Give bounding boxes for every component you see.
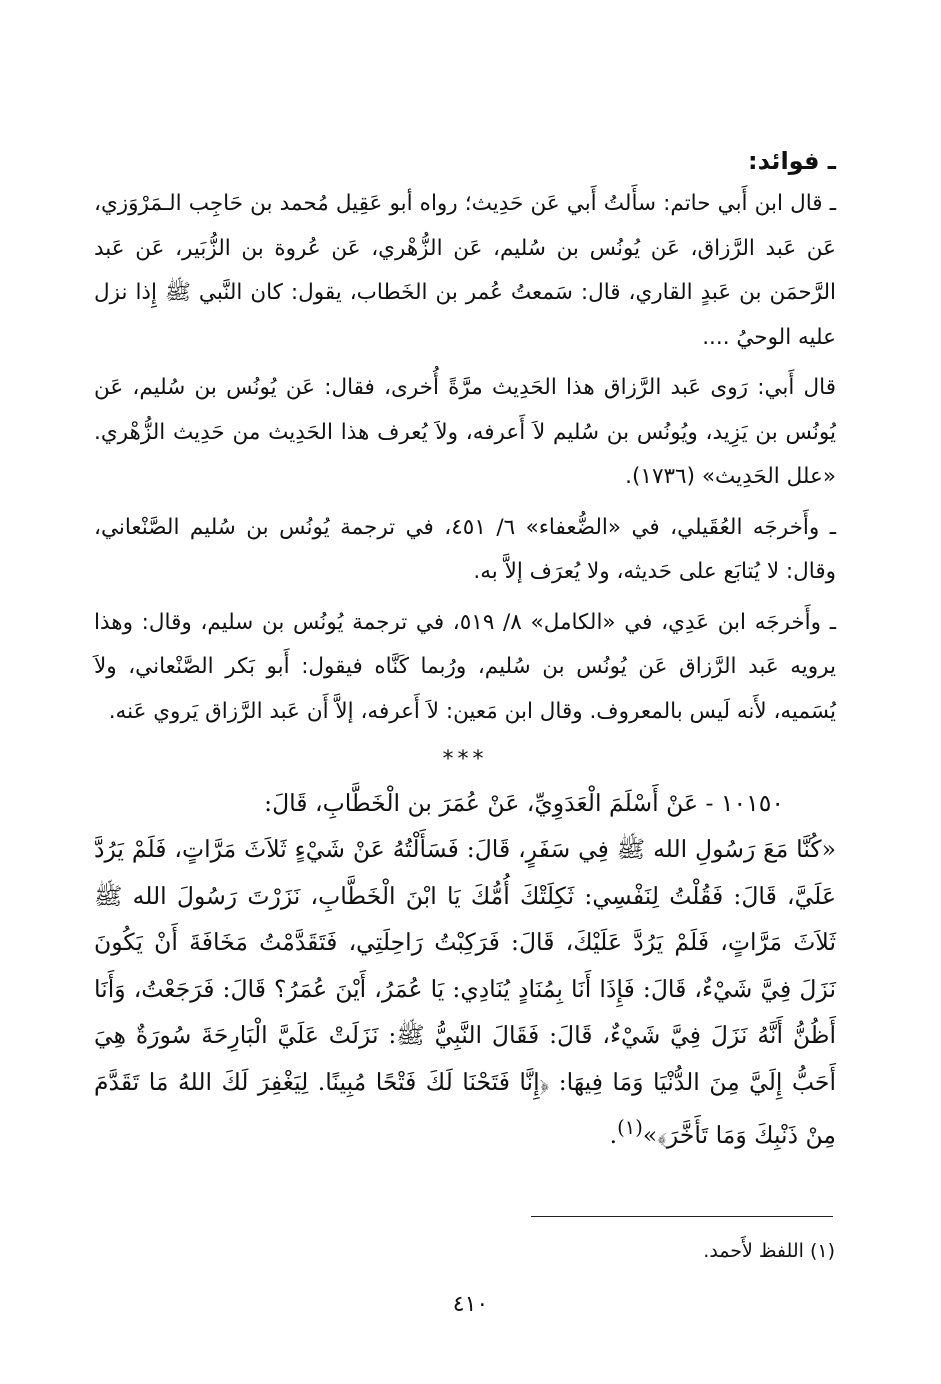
hadith-end-mark: . <box>609 1120 618 1149</box>
hadith-heading: ١٠١٥٠ - عَنْ أَسْلَمَ الْعَدَوِيِّ، عَنْ عُمَرَ بن الْخَطَّابِ، قَالَ: <box>264 789 784 817</box>
footnote: (١) اللفظ لأَحمد. <box>703 1240 835 1262</box>
section-separator: *** <box>442 747 488 772</box>
hadith-body-text: «كُنَّا مَعَ رَسُولِ الله ﷺ فِي سَفَرٍ، قَالَ: فَسَأَلْتُهُ عَنْ شَيْءٍ ثَلاَثَ مَرَّاتٍ، فَلَمْ يَرُدَّ عَلَيَّ، قَالَ: فَقُلْتُ لِنَفْسِي: ثَكِلَتْكَ أُمُّكَ يَا ابْنَ الْخَطَّابِ، نَزَرْتَ رَسُولَ الله ﷺ ثَلاَثَ مَرَّاتٍ، فَلَمْ يَرُدَّ عَلَيْكَ، قَالَ: فَرَكِبْتُ رَاحِلَتِي، فَتَقَدَّمْتُ مَخَافَةَ أَنْ يَكُونَ نَزَلَ فِيَّ شَيْءٌ، قَالَ: فَإِذَا أَنَا بِمُنَادٍ يُنَادِي: يَا عُمَرُ، أَيْنَ عُمَرُ؟ قَالَ: فَرَجَعْتُ، وَأَنَا أَظُنُّ أَنَّهُ نَزَلَ فِيَّ شَيْءٌ، قَالَ: فَقَالَ النَّبِيُّ ﷺ: نَزَلَتْ عَلَيَّ الْبَارِحَةَ سُورَةٌ هِيَ أَحَبُّ إِلَيَّ مِنَ الدُّنْيَا وَمَا فِيهَا: ﴿إِنَّا فَتَحْنَا لَكَ فَتْحًا مُبِينًا. لِيَغْفِرَ لَكَ اللهُ مَا تَقَدَّمَ مِنْ ذَنْبِكَ وَمَا تَأَخَّرَ﴾» <box>94 835 836 1149</box>
paragraph-uqayli: ـ وأَخرجَه العُقَيلي، في «الضُّعفاء» ٦/ ٤٥١، في ترجمة يُونُس بن سُليم الصَّنْعاني، وقال: لا يُتابَع على حَديثه، ولا يُعرَف إلاَّ به. <box>94 514 836 584</box>
footnote-marker: (١) <box>617 1116 643 1139</box>
hadith-text <box>94 826 836 1158</box>
section-heading: ـ فوائد: <box>747 147 836 175</box>
footnote-divider <box>531 1216 833 1217</box>
paragraph-ibn-abi-hatim: ـ قال ابن أَبي حاتم: سأَلتُ أَبي عَن حَدِيث؛ رواه أبو عَقِيل مُحمد بن حَاجِب الـمَرْوَزي، عَن عَبد الرَّزاق، عَن يُونُس بن سُليم، عَن الزُّهْري، عَن عُروة بن الزُّبَير، عَن عَبد الرَّحمَن بن عَبدٍ القاري، قال: سَمعتُ عُمر بن الخَطاب، يقول: كان النَّبي ﷺ إِذا نزل عليه الوحيُ .... <box>94 191 836 350</box>
page-body <box>94 140 836 1158</box>
paragraph-ibn-adi: ـ وأَخرجَه ابن عَدِي، في «الكامل» ٨/ ٥١٩، في ترجمة يُونُس بن سليم، وقال: وهذا يرويه عَبد الرَّزاق عَن يُونُس بن سُليم، ورُبما كَنَّاه فيقول: أَبو بَكر الصَّنْعاني، ولاَ يُسَميه، لأَنه لَيس بالمعروف. وقال ابن مَعين: لاَ أَعرفه، إلاَّ أَن عَبد الرَّزاق يَروي عَنه. <box>94 609 836 724</box>
page-number: ٤١٠ <box>452 1292 489 1317</box>
paragraph-father-note: قال أَبي: رَوى عَبد الرَّزاق هذا الحَدِيث مرَّةً أُخرى، فقال: عَن يُونُس بن سُليم، عَن يُونُس بن يَزِيد، ويُونُس بن سُليم لاَ أَعرفه، ولاَ يُعرف هذا الحَدِيث من حَدِيث الزُّهْري. «علل الحَدِيث» (١٧٣٦). <box>94 375 836 489</box>
